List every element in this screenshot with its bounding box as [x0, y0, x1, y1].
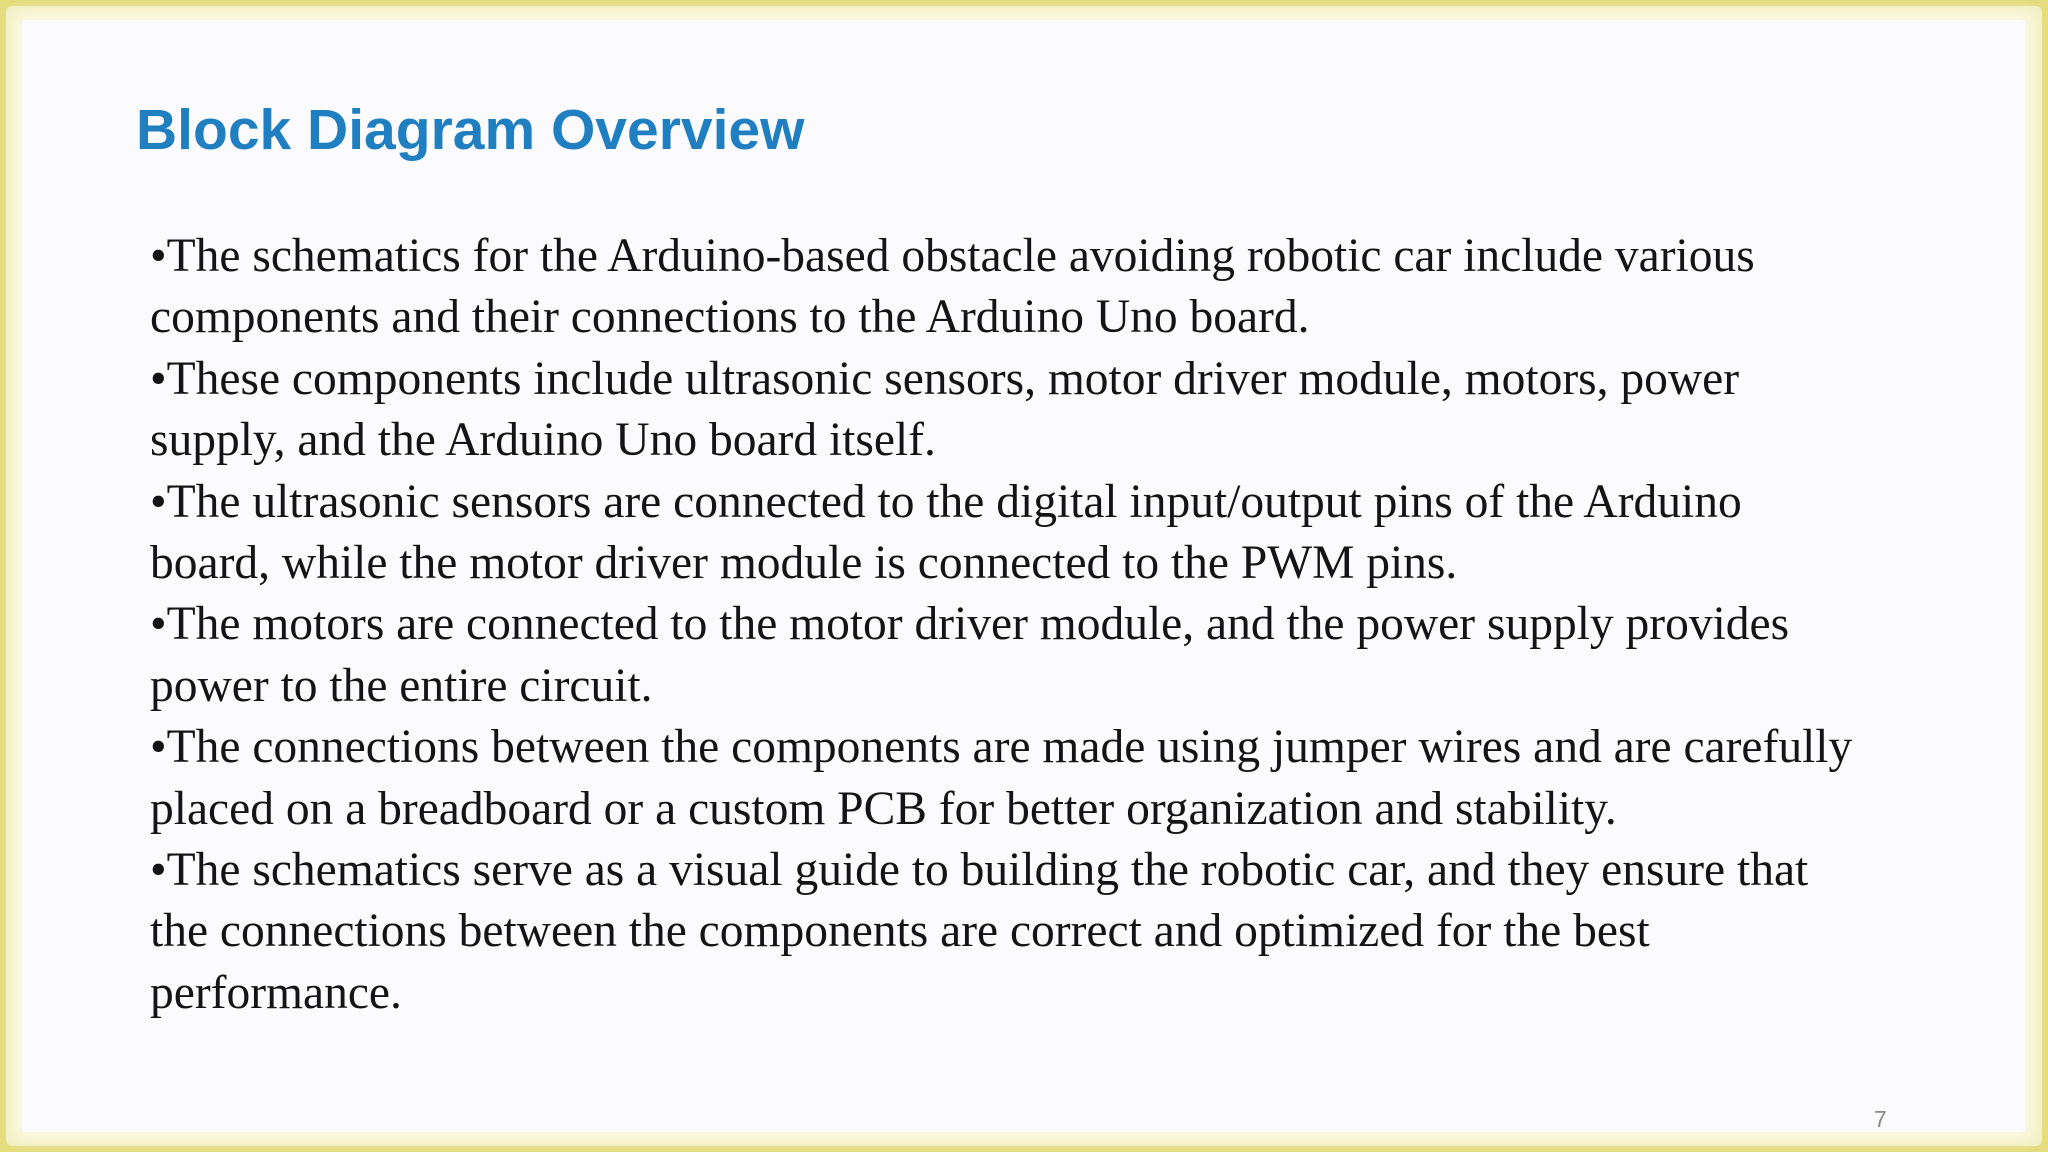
bullet-line: •The ultrasonic sensors are connected to the digital input/output pins of the Arduino [150, 475, 1742, 528]
bullet-line: performance. [150, 966, 402, 1019]
bullet-line: •These components include ultrasonic sensors, motor driver module, motors, power [150, 352, 1740, 405]
bullet-item [150, 717, 2030, 840]
slide-canvas [22, 20, 2025, 1132]
bullet-line: •The connections between the components are made using jumper wires and are carefully [150, 721, 1853, 774]
bullet-line: the connections between the components are correct and optimized for the best [150, 905, 1650, 958]
slide-title: Block Diagram Overview [136, 98, 805, 162]
bullet-line: •The schematics serve as a visual guide to building the robotic car, and they ensure that [150, 844, 1809, 897]
bullet-item [150, 349, 2030, 472]
bullet-list [150, 226, 2030, 1024]
bullet-line: •The motors are connected to the motor driver module, and the power supply provides [150, 598, 1790, 651]
bullet-line: placed on a breadboard or a custom PCB for better organization and stability. [150, 782, 1617, 835]
page-number: 7 [1874, 1106, 1887, 1132]
bullet-line: components and their connections to the Arduino Uno board. [150, 291, 1310, 344]
bullet-line: power to the entire circuit. [150, 659, 653, 712]
bullet-item [150, 840, 2030, 1024]
bullet-line: •The schematics for the Arduino-based obstacle avoiding robotic car include various [150, 230, 1755, 282]
bullet-line: supply, and the Arduino Uno board itself. [150, 414, 936, 467]
bullet-line: board, while the motor driver module is connected to the PWM pins. [150, 537, 1458, 590]
bullet-item [150, 472, 2030, 595]
bullet-item [150, 594, 2030, 717]
bullet-item [150, 226, 2030, 349]
